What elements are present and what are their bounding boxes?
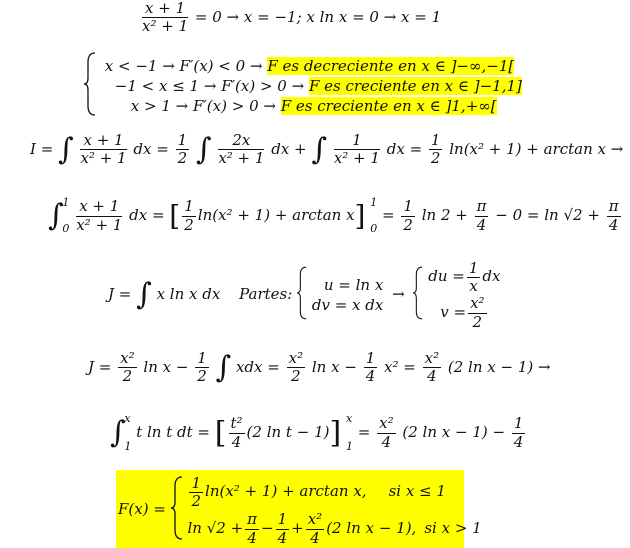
fraction: $\frac{\pi}{4}$ [476,197,487,234]
roots-text: = 0 → x = −1; x ln x = 0 → x = 1 [194,7,442,26]
integral-J-parts: J = ∫ x ln x dx Partes: u = ln x dv = x dx → du = $\frac{1}{x}$ dx v = $\frac{\text{x²}}{2}$ [108,255,500,335]
fraction: $\frac{1}{2}$ [184,197,194,234]
parts-right: du = $\frac{1}{x}$ dx v = $\frac{\text{x²}}{2}$ [428,258,501,331]
fraction: $\frac{1}{\text{x² + 1}}$ [333,131,380,168]
integral-sign: ∫ [58,131,74,167]
left-brace [171,472,183,548]
piecewise: $\frac{1}{2}$ ln(x² + 1) + arctan x, si x ≤ 1 ln √2 + $\frac{\pi}{4}$ − $\frac{1}{4}$ + $\frac{\text{x²}}{4}$ (2 ln x − 1), si x > 1 [187,473,482,547]
integral-I: I = ∫ $\frac{x + 1}{\text{x² + 1}}$ dx = $\frac{1}{2}$ ∫ $\frac{2x}{\text{x² + 1}}$ dx + ∫ $\frac{1}{\text{x² + 1}}$ dx = $\frac{1}{2}$ ln(x² + 1) + arctan x → [30,131,624,168]
parts-left: u = ln x dv = x dx [311,276,384,314]
left-brace [297,261,307,329]
left-brace [84,52,96,120]
definite-integral: ∫ 1 0 $\frac{x + 1}{\text{x² + 1}}$ dx = [ $\frac{1}{2}$ ln(x² + 1) + arctan x] 1 0 = $\frac{1}{2}$ ln 2 + $\frac{\pi}{4}$ − 0 = ln √2 + $\frac{\pi}{4}$ [48,196,619,235]
integral-t: ∫ x 1 t ln t dt = [ $\frac{\text{t²}}{4}$ (2 ln t − 1)] x 1 = $\frac{\text{x²}}{4}$ (2 ln x − 1) − $\frac{1}{4}$ [110,412,524,453]
integral-sign: ∫ [136,277,152,312]
fraction [142,0,188,36]
fraction: $\frac{\pi}{4}$ [608,197,619,234]
case-row: x > 1 → F′(x) > 0 → F es creciente en x ∈ ]1,+∞[ [130,97,497,115]
line-roots [140,0,441,36]
fraction: $\frac{x + 1}{\text{x² + 1}}$ [80,131,127,168]
final-F: F(x) = $\frac{1}{2}$ ln(x² + 1) + arctan x, si x ≤ 1 ln √2 + $\frac{\pi}{4}$ − $\frac{1}{4}$ + $\frac{\text{x²}}{4}$ (2 ln x − 1), si x > 1 [118,473,482,547]
left-brace [413,255,423,335]
integral-sign: ∫ [311,131,328,167]
cases-body [101,56,522,116]
integral-J-result: J = $\frac{\text{x²}}{2}$ ln x − $\frac{1}{2}$ ∫ xdx = $\frac{\text{x²}}{2}$ ln x − $\frac{1}{4}$ x² = $\frac{\text{x²}}{4}$ (2 ln x − 1) → [88,349,551,386]
highlight-decreasing: F es decreciente en x ∈ ]−∞,−1[ [267,57,515,75]
fraction: $\frac{1}{2}$ [430,131,441,168]
monotonicity-cases [84,52,522,120]
integral-sign: ∫ [195,131,212,167]
highlight-increasing: F es creciente en x ∈ ]−1,1] [308,77,522,95]
case-row: x < −1 → F′(x) < 0 → F es decreciente en x ∈ ]−∞,−1[ [104,57,515,75]
fraction: $\frac{1}{2}$ [177,131,188,168]
highlight-increasing: F es creciente en x ∈ ]1,+∞[ [280,97,497,115]
integral-sign: ∫ [48,198,64,233]
fraction: $\frac{2x}{\text{x² + 1}}$ [218,131,265,168]
fraction: $\frac{1}{2}$ [403,197,413,234]
fraction: $\frac{x + 1}{\text{x² + 1}}$ [76,197,123,234]
integral-sign: ∫ [215,349,232,385]
integral-sign: ∫ [110,415,126,450]
case-row: −1 < x ≤ 1 → F′(x) > 0 → F es creciente en x ∈ ]−1,1] [114,77,522,95]
denominator: x² + 1 [142,17,189,36]
numerator: x + 1 [142,0,188,18]
